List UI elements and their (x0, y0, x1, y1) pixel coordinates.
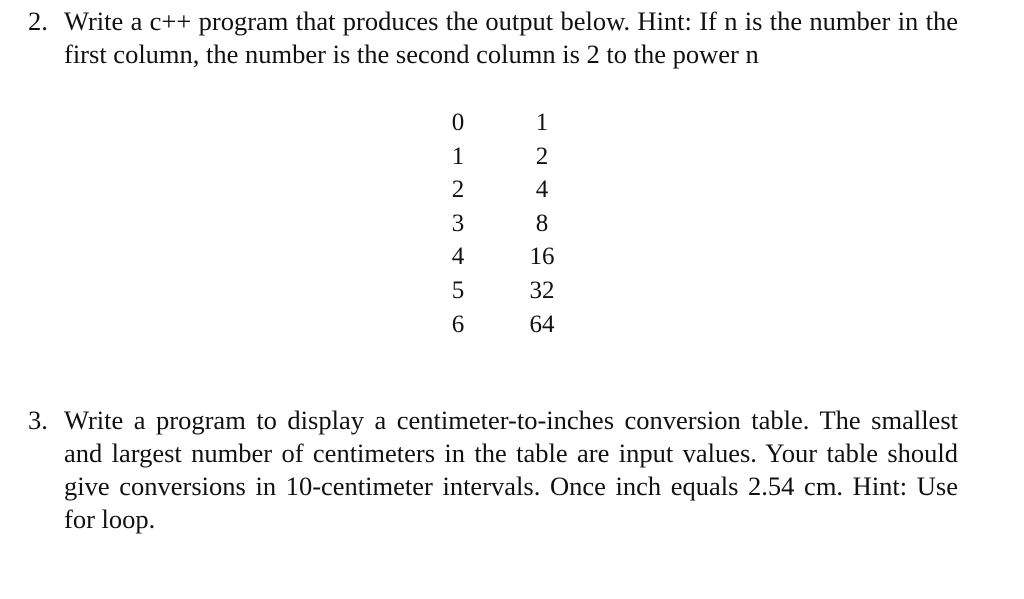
n-value: 5 (451, 276, 465, 304)
table-row (440, 240, 580, 274)
output-table (440, 106, 580, 341)
n-value: 1 (451, 142, 465, 170)
power-value: 8 (535, 209, 549, 237)
problem-2-text: Write a c++ program that produces the output below. Hint: If n is the number in the first column, the number is the second column is 2 to the power n (64, 6, 958, 69)
n-value: 0 (451, 109, 465, 136)
problem-3-number: 3. (28, 405, 48, 435)
n-value: 2 (451, 176, 465, 204)
n-value: 4 (451, 243, 465, 271)
table-row (440, 308, 580, 342)
power-value: 1 (535, 109, 549, 136)
power-value: 16 (529, 243, 555, 271)
problem-2-number: 2. (28, 6, 48, 36)
problem-3 (28, 404, 958, 536)
table-row (440, 173, 580, 207)
n-value: 3 (451, 209, 465, 237)
table-row (440, 274, 580, 308)
table-row (440, 207, 580, 241)
table-row (440, 106, 580, 140)
table-row (440, 140, 580, 174)
power-value: 32 (529, 276, 555, 304)
power-value: 4 (535, 176, 549, 204)
n-value: 6 (451, 310, 465, 338)
problem-2 (28, 5, 958, 71)
power-value: 2 (535, 142, 549, 170)
problem-3-text: Write a program to display a centimeter-to-inches conversion table. The smallest and largest number of centimeters in the table are input values. Your table should give conversions in 10-centimeter intervals. Once inch equals 2.54 cm. Hint: Use for loop. (64, 405, 958, 534)
power-value: 64 (529, 310, 555, 338)
